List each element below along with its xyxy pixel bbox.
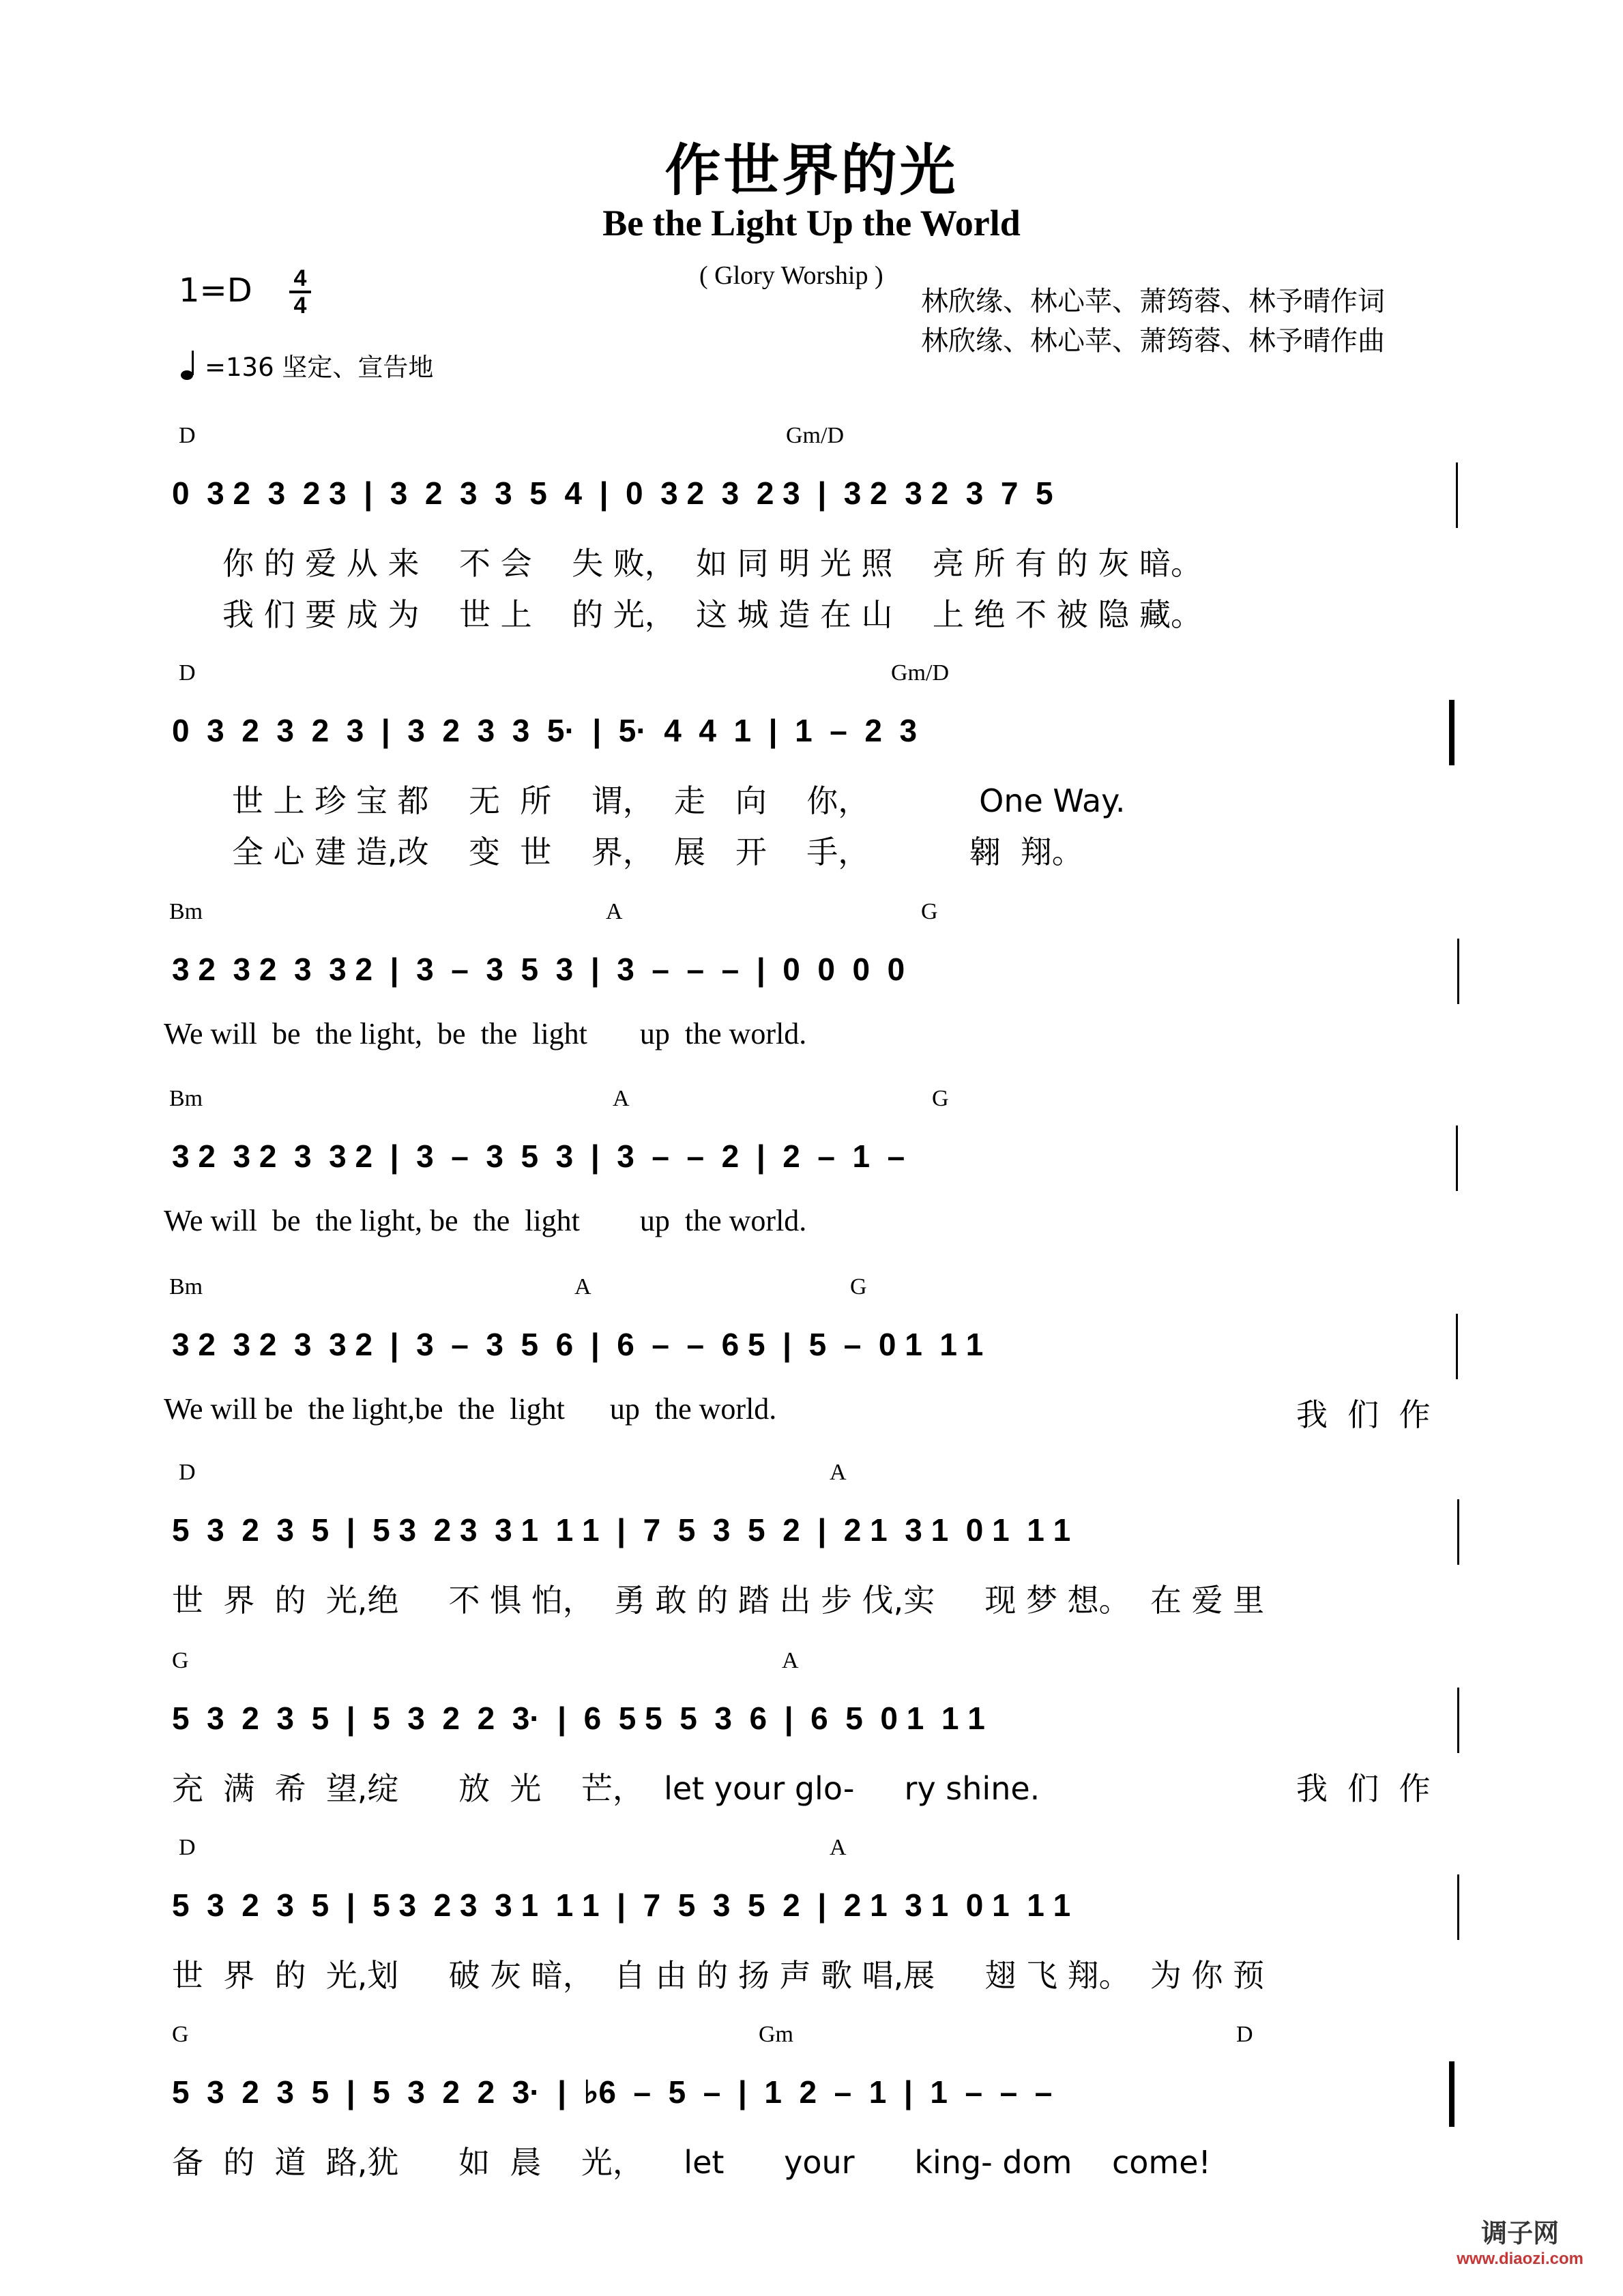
barline: [1457, 1874, 1459, 1940]
chord-label: A: [606, 899, 623, 924]
song-title: 作世界的光: [664, 138, 959, 203]
notation-line: 3 2 3 2 3 3 2 | 3 – 3 5 6 | 6 – – 6 5 | 5 – 0 1 1 1: [172, 1327, 984, 1362]
lyric-line-1: 充 满 希 望,绽 放 光 芒， let your glo- ry shine.: [172, 1770, 1040, 1807]
notation-line: 3 2 3 2 3 3 2 | 3 – 3 5 3 | 3 – – – | 0 0 0 0: [172, 952, 905, 987]
organization: ( Glory Worship ): [699, 261, 883, 290]
notation-line: 5 3 2 3 5 | 5 3 2 3 3 1 1 1 | 7 5 3 5 2 | 2 1 3 1 0 1 1 1: [172, 1887, 1071, 1923]
barline: [1457, 939, 1459, 1004]
composer-credit: 林欣缘、林心苹、萧筠蓉、林予晴作曲: [921, 325, 1385, 357]
site-watermark: [1457, 2212, 1583, 2269]
chord-label: D: [179, 423, 196, 448]
chord-label: A: [613, 1086, 630, 1111]
key-signature: 1=D: [179, 271, 252, 310]
chord-label: G: [932, 1086, 949, 1111]
tempo-marking: =136 坚定、宣告地: [205, 353, 434, 382]
time-bottom: 4: [293, 293, 307, 319]
chord-label: Gm/D: [891, 660, 949, 686]
lyric-line-1: We will be the light,be the light up the world.: [164, 1392, 777, 1426]
chord-label: Gm/D: [786, 423, 844, 448]
notation-line: 5 3 2 3 5 | 5 3 2 3 3 1 1 1 | 7 5 3 5 2 | 2 1 3 1 0 1 1 1: [172, 1512, 1071, 1548]
chord-label: G: [850, 1274, 867, 1299]
chord-label: D: [179, 1835, 196, 1860]
lyric-line-tail: 我 们 作: [1296, 1396, 1431, 1433]
lyric-line-1: 你 的 爱 从 来 不 会 失 败， 如 同 明 光 照 亮 所 有 的 灰 暗。: [222, 545, 1203, 582]
notation-line: 0 3 2 3 2 3 | 3 2 3 3 5· | 5· 4 4 1 | 1 – 2 3: [172, 713, 918, 748]
chord-label: D: [1236, 2022, 1253, 2047]
barline: [1457, 1688, 1459, 1753]
lyric-line-tail: 我 们 作: [1296, 1770, 1431, 1807]
barline: [1456, 1125, 1458, 1191]
chord-label: A: [830, 1835, 847, 1860]
lyric-line-1: 备 的 道 路,犹 如 晨 光， let your king- dom come!: [172, 2144, 1211, 2181]
time-top: 4: [293, 265, 307, 291]
notation-line: 5 3 2 3 5 | 5 3 2 2 3· | 6 5 5 5 3 6 | 6 5 0 1 1 1: [172, 1701, 985, 1736]
lyric-line-1: 世 上 珍 宝 都 无 所 谓， 走 向 你， One Way.: [232, 782, 1126, 819]
brand-url: www.diaozi.com: [1457, 2250, 1583, 2268]
lyric-line-1: We will be the light, be the light up the world.: [164, 1017, 807, 1050]
chord-label: Bm: [169, 899, 203, 924]
chord-label: A: [782, 1648, 799, 1673]
chord-label: G: [172, 2022, 189, 2047]
chord-label: A: [574, 1274, 591, 1299]
song-subtitle: Be the Light Up the World: [602, 203, 1021, 244]
barline: [1456, 1314, 1458, 1379]
notation-line: 3 2 3 2 3 3 2 | 3 – 3 5 3 | 3 – – 2 | 2 – 1 –: [172, 1138, 905, 1174]
chord-label: Gm: [759, 2022, 793, 2047]
final-barline: [1449, 2061, 1454, 2127]
lyric-line-2: 我 们 要 成 为 世 上 的 光， 这 城 造 在 山 上 绝 不 被 隐 藏。: [222, 596, 1203, 633]
chord-label: D: [179, 660, 196, 686]
chord-label: A: [830, 1460, 847, 1485]
notation-line: 5 3 2 3 5 | 5 3 2 2 3· | ♭6 – 5 – | 1 2 – 1 | 1 – – –: [172, 2074, 1053, 2110]
barline: [1457, 1499, 1459, 1565]
notation-line: 0 3 2 3 2 3 | 3 2 3 3 5 4 | 0 3 2 3 2 3 | 3 2 3 2 3 7 5: [172, 475, 1053, 511]
barline: [1456, 462, 1458, 528]
repeat-barline: [1449, 700, 1454, 765]
chord-label: D: [179, 1460, 196, 1485]
chord-label: G: [921, 899, 938, 924]
lyric-line-1: We will be the light, be the light up the world.: [164, 1204, 807, 1237]
lyricist-credit: 林欣缘、林心苹、萧筠蓉、林予晴作词: [921, 286, 1385, 317]
chord-label: Bm: [169, 1086, 203, 1111]
brand-name: 调子网: [1481, 2218, 1560, 2248]
lyric-line-1: 世 界 的 光,绝 不 惧 怕， 勇 敢 的 踏 出 步 伐,实 现 梦 想。 在 爱 里: [172, 1582, 1265, 1619]
quarter-note-icon: [179, 348, 206, 382]
lyric-line-2: 全 心 建 造,改 变 世 界， 展 开 手， 翱 翔。: [232, 834, 1083, 870]
lyric-line-1: 世 界 的 光,划 破 灰 暗， 自 由 的 扬 声 歌 唱,展 翅 飞 翔。 为 你 预: [172, 1957, 1265, 1994]
chord-label: Bm: [169, 1274, 203, 1299]
chord-label: G: [172, 1648, 189, 1673]
time-signature: [287, 266, 314, 318]
